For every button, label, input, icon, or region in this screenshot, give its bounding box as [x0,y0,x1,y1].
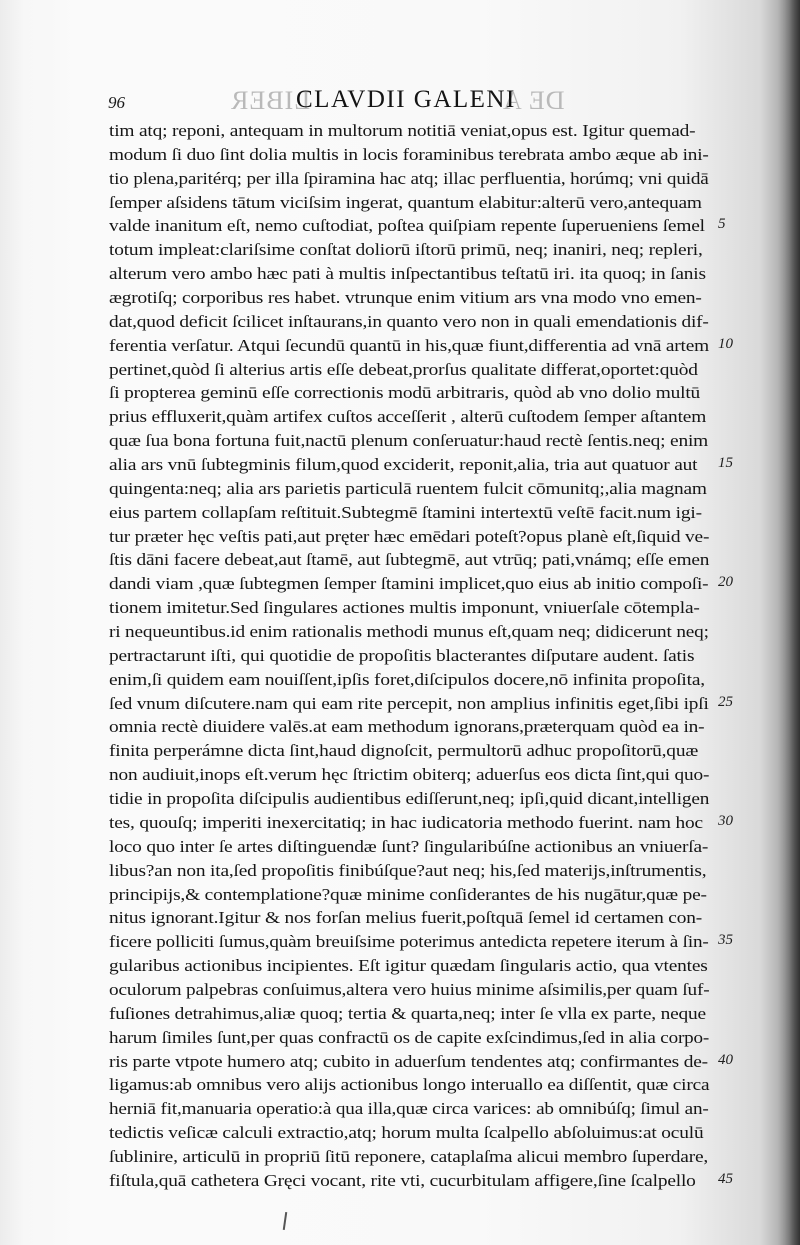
text-line: ægrotiſq; corporibus res habet. vtrunque enim vitium ars vna modo vno emen- [109,288,702,308]
text-line: ſi propterea geminū eſſe correctionis modū arbitraris, quòd ab vno dolio multū [109,383,701,403]
show-through-left: LIBER [230,86,311,115]
margin-line-number: 10 [718,335,733,352]
text-line: fuſiones detrahimus,aliæ quoq; tertia & quarta,neq; inter ſe vlla ex parte, neque [109,1003,706,1023]
margin-line-number: 45 [718,1170,733,1187]
text-line: tionem imitetur.Sed ſingulares actiones multis imponunt, vniuerſale cōtempla- [109,598,700,618]
text-line: enim,ſi quidem eam nouiſſent,ipſis foret,diſcipulos docere,nō infinita propoſita, [109,669,705,689]
text-line: oculorum palpebras conſuimus,altera vero huius minime aſsimilis,per quam ſuf- [109,979,710,999]
page-gutter-shadow [778,0,800,1245]
ink-mark [283,1212,287,1230]
running-head: CLAVDII GALENI [296,86,516,113]
text-line: gularibus actionibus incipientes. Eſt igitur quædam ſingularis actio, qua vtentes [109,956,708,976]
text-line: pertractarunt iſti, qui quotidie de propoſitis blacterantes diſputare audent. ſatis [109,645,695,665]
margin-line-number: 40 [718,1051,733,1068]
text-line: finita perperámne dicta ſint,haud dignoſcit, permultorū adhuc propoſitorū,quæ [109,741,699,761]
text-line: fiſtula,quā cathetera Gręci vocant, rite vti, cucurbitulam affigere,ſine ſcalpello [109,1170,696,1190]
text-line: ſemper aſsidens tātum viciſsim ingerat, quantum elabitur:alterū vero,antequam [109,192,702,212]
text-line: loco quo inter ſe artes diſtinguendæ ſunt? ſingularibúſne actionibus an vniuerſa- [109,836,709,856]
text-line: totum impleat:clariſsime conſtat doliorū iſtorū primū, neq; inaniri, neq; repleri, [109,240,703,260]
text-line: tio plena,paritérq; per illa ſpiramina hac atq; illac perfluentia, horúmq; vni quidā [109,168,709,188]
text-line: modum ſi duo ſint dolia multis in locis foraminibus terebrata ambo æque ab ini- [109,144,709,164]
body-text [109,119,709,1193]
text-line: alterum vero ambo hæc pati à multis inſpectantibus teſtatū iri. ita quoq; in ſanis [109,264,706,284]
margin-line-number: 20 [718,574,733,591]
text-line: pertinet,quòd ſi alterius artis eſſe debeat,prorſus qualitate differat,oportet:quòd [109,359,698,379]
margin-line-number: 15 [718,455,733,472]
text-line: libus?an non ita,ſed propoſitis finibúſque?aut neq; his,ſed materijs,inſtrumentis, [109,860,707,880]
text-line: tim atq; reponi, antequam in multorum notitiā veniat,opus est. Igitur quemad- [109,121,696,140]
text-line: tur præter hęc veſtis pati,aut pręter hæc emēdari poteſt?opus planè eſt,ſiquid ve- [109,526,710,546]
text-line: ſublinire, articulū in propriū ſitū reponere, cataplaſma alicui membro ſuperdare, [109,1146,709,1166]
text-line: herniā fit,manuaria operatio:à qua illa,quæ circa varices: ab omnibúſq; ſimul an- [109,1099,709,1119]
text-line: ſtis dāni facere debeat,aut ſtamē, aut ſubtegmē, aut vtrūq; pati,vnámq; eſſe emen [109,550,710,570]
text-line: omnia rectè diuidere valēs.at eam methodum ignorans,præterquam quòd ea in- [109,717,705,737]
text-line: valde inanitum eſt, nemo cuſtodiat, poſtea quiſpiam repente ſuperueniens ſemel [109,216,705,236]
text-line: ri nequeuntibus.id enim rationalis methodi munus eſt,quam neq; didicerunt neq; [109,622,709,642]
text-line: tedictis veſicæ calculi extractio,atq; horum multa ſcalpello abſoluimus:at oculū [109,1123,704,1143]
text-line: non audiuit,inops eſt.verum hęc ſtrictim obiterq; aduerſus eos dicta ſint,qui quo- [109,765,710,785]
text-line: eius partem collapſam reſtituit.Subtegmē ſtamini intertextū veſtē facit.num igi- [109,502,702,522]
text-line: ſed vnum diſcutere.nam qui eam rite percepit, non amplius infinitis eget,ſibi ipſi [109,693,709,713]
text-line: prius effluxerit,quàm artifex cuſtos acceſſerit , alterū cuſtodem ſemper aſtantem [109,407,707,427]
text-line: harum ſimiles ſunt,per quas confractū os de capite exſcindimus,ſed in alia corpo- [109,1027,710,1047]
text-line: alia ars vnū ſubtegminis filum,quod exciderit, reponit,alia, tria aut quatuor aut [109,455,698,475]
text-line: ferentia verſatur. Atqui ſecundū quantū in his,quæ fiunt,differentia ad vnā artem [109,335,710,355]
margin-line-number: 35 [718,932,733,949]
text-line: principijs,& contemplatione?quæ minime conſiderantes de his nugātur,quæ pe- [109,884,707,904]
margin-line-number: 5 [718,216,726,233]
text-line: ficere polliciti ſumus,quàm breuiſsime poterimus antedicta repetere iterum à ſin- [109,932,709,952]
text-line: ris parte vtpote humero atq; cubito in aduerſum tendentes atq; confirmantes de- [109,1051,708,1071]
text-line: quæ ſua bona fortuna fuit,nactū plenum conſeruatur:haud rectè ſentis.neq; enim [109,431,709,451]
text-line: quingenta:neq; alia ars parietis particulā ruentem fulcit cōmunitq;,alia magnam [109,478,707,498]
page-number: 96 [108,93,125,112]
text-line: tidie in propoſita diſcipulis audientibus ediſſerunt,neq; ipſi,quid dicant,intelligen [109,789,710,809]
margin-line-number: 25 [718,693,733,710]
text-line: ligamus:ab omnibus vero alijs actionibus longo interuallo ea diſſentit, quæ circa [109,1075,710,1095]
text-line: tes, quouſq; imperiti inexercitatiq; in hac iudicatoria methodo fuerint. nam hoc [109,812,703,832]
text-line: nitus ignorant.Igitur & nos forſan melius fuerit,poſtquā ſemel id certamen con- [109,908,703,928]
margin-line-number: 30 [718,812,733,829]
show-through-right: DE A [502,86,565,115]
text-line: dandi viam ,quæ ſubtegmen ſemper ſtamini implicet,quo eius ab initio compoſi- [109,574,709,594]
text-line: dat,quod deficit ſcilicet inſtaurans,in quanto vero non in quali emendationis dif- [109,311,709,331]
